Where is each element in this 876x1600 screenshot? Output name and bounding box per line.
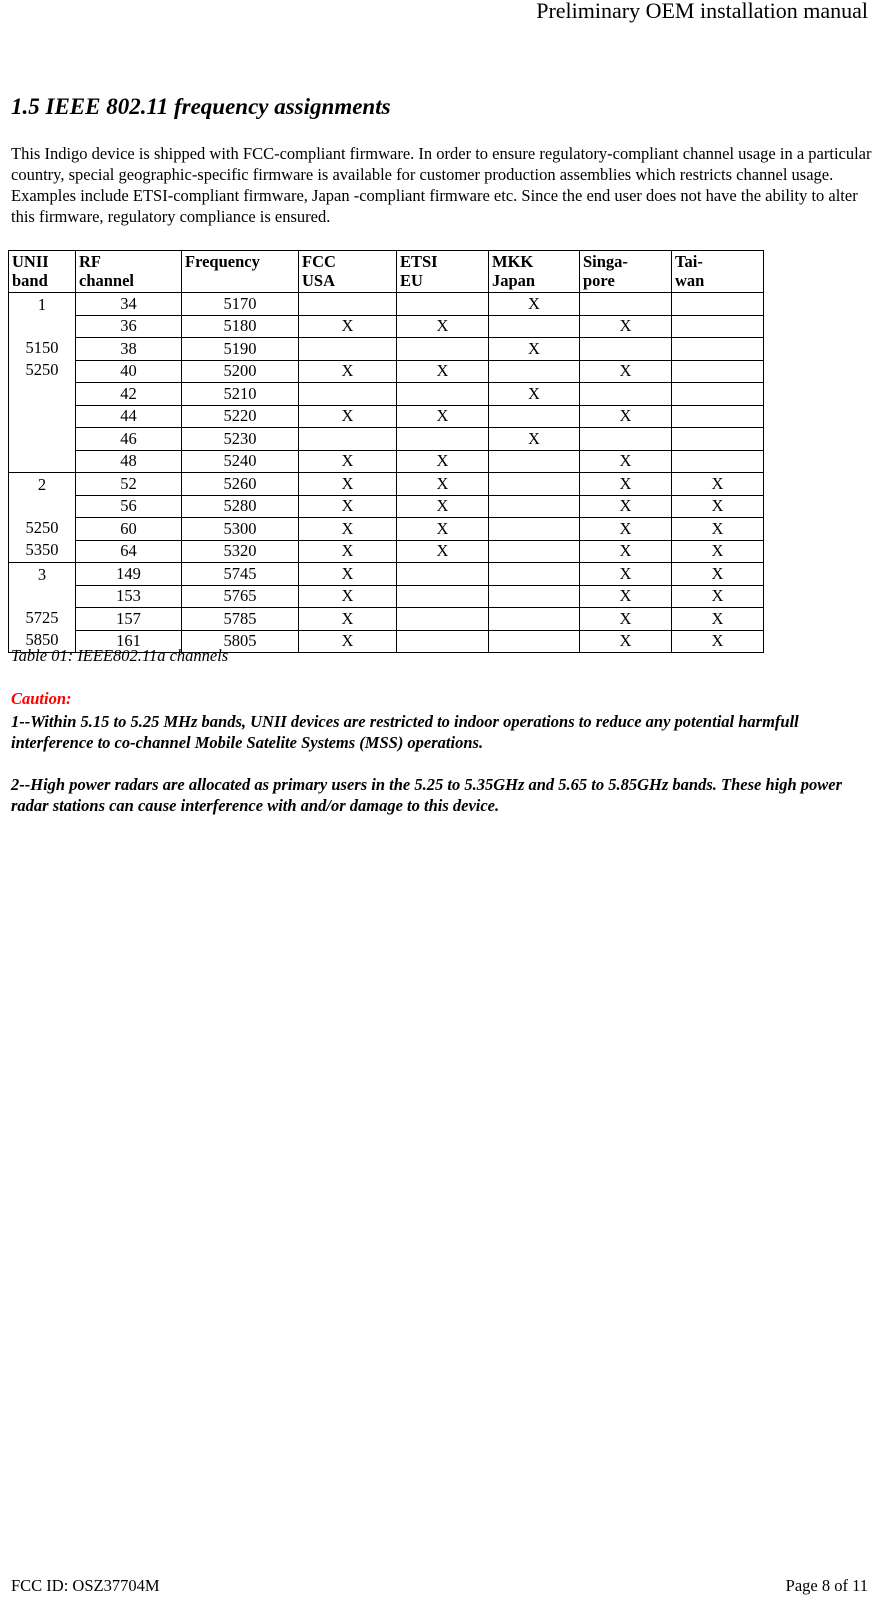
table-cell: X: [489, 383, 580, 406]
column-header-line: MKK: [492, 252, 534, 271]
table-cell: X: [580, 360, 672, 383]
table-cell: [299, 428, 397, 451]
table-cell: 5170: [182, 293, 299, 316]
column-header: [182, 251, 299, 293]
table-row: [9, 518, 764, 541]
table-row: [9, 405, 764, 428]
table-cell: 46: [76, 428, 182, 451]
table-cell: X: [299, 518, 397, 541]
table-cell: X: [672, 630, 764, 653]
table-cell: X: [672, 585, 764, 608]
table-header: [9, 251, 764, 293]
band-line: 5250: [25, 518, 59, 537]
table-cell: [397, 293, 489, 316]
band-cell: [9, 293, 76, 473]
band-line: 1: [37, 295, 47, 314]
table-cell: [580, 428, 672, 451]
table-cell: 60: [76, 518, 182, 541]
column-header: [397, 251, 489, 293]
table-cell: 42: [76, 383, 182, 406]
column-header-line: Singa-: [583, 252, 628, 271]
table-cell: [299, 338, 397, 361]
table-cell: 153: [76, 585, 182, 608]
column-header: [672, 251, 764, 293]
table-cell: 5260: [182, 473, 299, 496]
table-cell: 40: [76, 360, 182, 383]
table-cell: [489, 405, 580, 428]
band-line: 5150: [25, 338, 59, 357]
band-line: [9, 586, 75, 608]
table-row: [9, 450, 764, 473]
table-cell: [489, 360, 580, 383]
table-cell: X: [397, 518, 489, 541]
table-cell: X: [580, 563, 672, 586]
table-cell: [397, 630, 489, 653]
table-cell: 52: [76, 473, 182, 496]
band-cell: [9, 563, 76, 653]
table-cell: X: [299, 540, 397, 563]
table-row: [9, 585, 764, 608]
table-cell: X: [672, 563, 764, 586]
column-header-line: band: [12, 271, 48, 290]
table-cell: 5320: [182, 540, 299, 563]
table-cell: 44: [76, 405, 182, 428]
column-header-line: wan: [675, 271, 705, 290]
table-cell: 149: [76, 563, 182, 586]
table-cell: [397, 338, 489, 361]
table-cell: 5300: [182, 518, 299, 541]
table-cell: [489, 315, 580, 338]
table-cell: X: [299, 450, 397, 473]
table-cell: 5190: [182, 338, 299, 361]
table-cell: X: [672, 540, 764, 563]
table-row: [9, 315, 764, 338]
table-cell: [397, 383, 489, 406]
page-number: Page 8 of 11: [785, 1576, 868, 1595]
table-cell: [672, 405, 764, 428]
section-title: 1.5 IEEE 802.11 frequency assignments: [11, 94, 391, 119]
caution-item: 2--High power radars are allocated as primary users in the 5.25 to 5.35GHz and 5.65 to 5.85GHz bands. These high power radar stations can cause interference with and/or damage to this device.: [11, 775, 843, 815]
table-cell: [299, 293, 397, 316]
table-cell: [397, 585, 489, 608]
column-header-line: Japan: [492, 271, 536, 290]
table-cell: X: [299, 405, 397, 428]
column-header-line: Tai-: [675, 252, 703, 271]
column-header-line: pore: [583, 271, 615, 290]
band-cell: [9, 473, 76, 563]
table-cell: [672, 293, 764, 316]
table-cell: [672, 450, 764, 473]
table-row: [9, 563, 764, 586]
table-cell: 5785: [182, 608, 299, 631]
table-row: [9, 473, 764, 496]
table-cell: [397, 608, 489, 631]
column-header: [580, 251, 672, 293]
table-cell: X: [299, 608, 397, 631]
table-cell: X: [299, 630, 397, 653]
table-cell: X: [299, 585, 397, 608]
table-cell: [489, 518, 580, 541]
table-cell: X: [580, 495, 672, 518]
table-cell: 38: [76, 338, 182, 361]
table-cell: 5230: [182, 428, 299, 451]
table-cell: X: [580, 518, 672, 541]
table-cell: [672, 338, 764, 361]
table-cell: X: [580, 608, 672, 631]
table-cell: X: [580, 630, 672, 653]
table-cell: X: [580, 585, 672, 608]
column-header-line: EU: [400, 271, 423, 290]
table-cell: X: [489, 338, 580, 361]
table-cell: [489, 585, 580, 608]
table-cell: [672, 428, 764, 451]
table-cell: X: [580, 405, 672, 428]
channel-table: [8, 250, 764, 653]
column-header-line: ETSI: [400, 252, 438, 271]
table-cell: 56: [76, 495, 182, 518]
table-cell: 161: [76, 630, 182, 653]
table-cell: 5180: [182, 315, 299, 338]
table-row: [9, 540, 764, 563]
table-cell: X: [397, 360, 489, 383]
table-cell: [672, 315, 764, 338]
table-caption: Table 01: IEEE802.11a channels: [11, 646, 229, 665]
column-header: [489, 251, 580, 293]
table-cell: X: [397, 315, 489, 338]
table-cell: 5805: [182, 630, 299, 653]
column-header-line: channel: [79, 271, 135, 290]
table-cell: 5745: [182, 563, 299, 586]
band-line: 5725: [25, 608, 59, 627]
table-cell: 5210: [182, 383, 299, 406]
column-header-line: Frequency: [185, 252, 260, 271]
table-cell: [580, 293, 672, 316]
table-cell: 48: [76, 450, 182, 473]
page-header: Preliminary OEM installation manual: [536, 0, 868, 23]
band-line: [9, 316, 75, 338]
table-cell: X: [489, 428, 580, 451]
table-cell: X: [489, 293, 580, 316]
band-line: 5250: [25, 359, 59, 379]
column-header-line: RF: [79, 252, 101, 271]
band-line: 3: [37, 565, 47, 584]
table-cell: [489, 495, 580, 518]
table-cell: 5765: [182, 585, 299, 608]
caution-title: Caution:: [11, 689, 72, 708]
table-row: [9, 293, 764, 316]
table-cell: [397, 428, 489, 451]
table-cell: 5200: [182, 360, 299, 383]
table-row: [9, 383, 764, 406]
table-cell: X: [299, 360, 397, 383]
table-cell: 36: [76, 315, 182, 338]
table-cell: [489, 473, 580, 496]
table-cell: X: [299, 315, 397, 338]
table-cell: 157: [76, 608, 182, 631]
table-cell: X: [397, 473, 489, 496]
band-line: 2: [37, 475, 47, 494]
table-cell: [299, 383, 397, 406]
band-line: 5350: [25, 539, 59, 559]
table-cell: X: [580, 315, 672, 338]
table-cell: [672, 383, 764, 406]
table-cell: 5220: [182, 405, 299, 428]
column-header: [9, 251, 76, 293]
table-row: [9, 360, 764, 383]
table-cell: 64: [76, 540, 182, 563]
table-cell: X: [397, 405, 489, 428]
column-header-line: FCC: [302, 252, 336, 271]
table-cell: X: [397, 450, 489, 473]
band-line: 5850: [25, 629, 59, 649]
table-cell: X: [397, 540, 489, 563]
table-cell: X: [580, 473, 672, 496]
table-cell: X: [299, 473, 397, 496]
table-cell: X: [672, 473, 764, 496]
intro-paragraph: This Indigo device is shipped with FCC-compliant firmware. In order to ensure regulatory-compliant channel usage in a particular country, special geographic-specific firmware is available for customer production assemblies which restricts channel usage. Examples include ETSI-compliant firmware, Japan -compliant firmware etc. Since the end user does not have the ability to alter this firmware, regulatory compliance is ensured.: [11, 144, 872, 226]
table-cell: [672, 360, 764, 383]
table-cell: 34: [76, 293, 182, 316]
table-cell: 5280: [182, 495, 299, 518]
table-cell: 5240: [182, 450, 299, 473]
table-row: [9, 495, 764, 518]
column-header: [299, 251, 397, 293]
table-cell: X: [397, 495, 489, 518]
table-row: [9, 428, 764, 451]
table-row: [9, 338, 764, 361]
band-line: [9, 496, 75, 518]
table-cell: X: [672, 495, 764, 518]
table-cell: X: [672, 518, 764, 541]
table-cell: X: [299, 563, 397, 586]
table-cell: [580, 338, 672, 361]
table-cell: X: [672, 608, 764, 631]
table-row: [9, 608, 764, 631]
table-cell: X: [580, 450, 672, 473]
column-header-line: USA: [302, 271, 336, 290]
caution-item: 1--Within 5.15 to 5.25 MHz bands, UNII devices are restricted to indoor operations to reduce any potential harmfull interference to co-channel Mobile Satelite Systems (MSS) operations.: [11, 712, 799, 752]
column-header-line: UNII: [12, 252, 49, 271]
table-cell: X: [580, 540, 672, 563]
table-cell: [580, 383, 672, 406]
fcc-id: FCC ID: OSZ37704M: [11, 1576, 160, 1595]
table-cell: X: [299, 495, 397, 518]
column-header: [76, 251, 182, 293]
table-cell: [489, 450, 580, 473]
table-cell: [489, 630, 580, 653]
table-cell: [489, 540, 580, 563]
table-body: [9, 293, 764, 653]
table-cell: [489, 563, 580, 586]
table-cell: [397, 563, 489, 586]
table-cell: [489, 608, 580, 631]
